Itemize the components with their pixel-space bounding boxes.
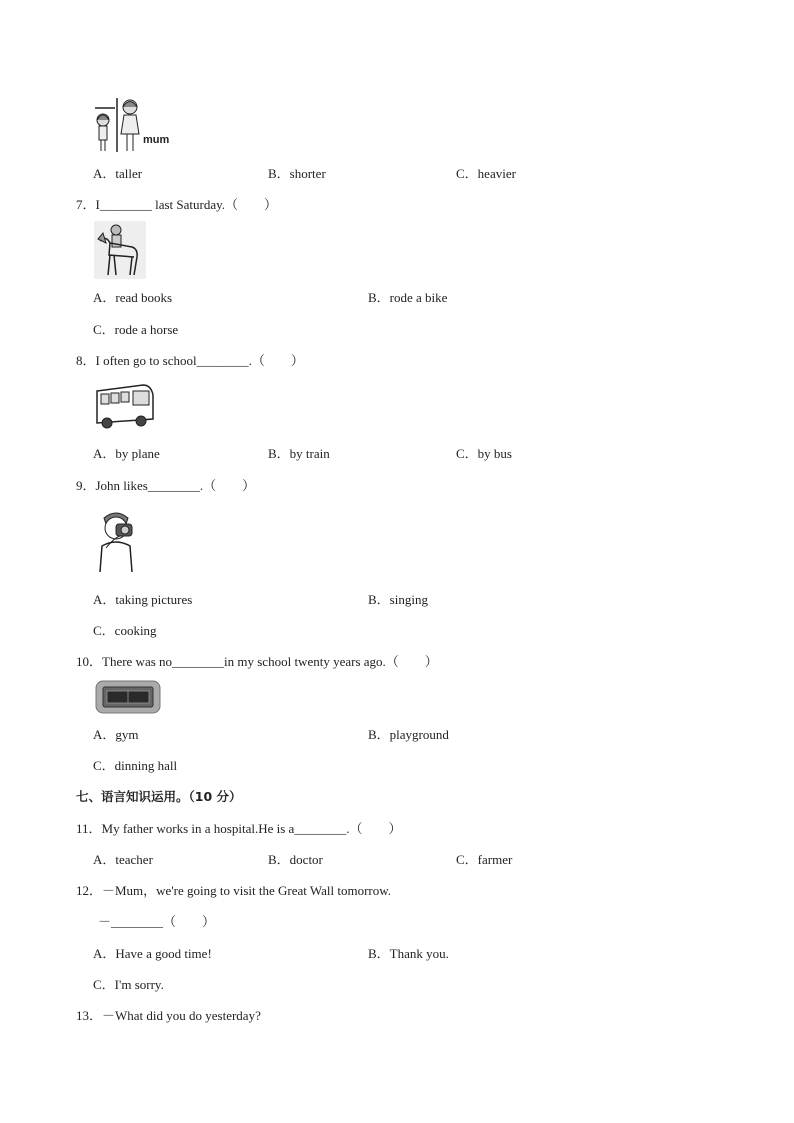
- q7-option-a[interactable]: A．read books: [93, 290, 173, 305]
- q11-option-b[interactable]: B．doctor: [268, 852, 323, 867]
- q8-stem: 8．I often go to school________.（ ）: [76, 353, 304, 368]
- boy-camera-picture: [92, 508, 142, 574]
- q8-option-c[interactable]: C．by bus: [456, 446, 512, 461]
- q12-stem-reply: －________（ ）: [98, 914, 216, 929]
- q11-stem: 11．My father works in a hospital.He is a________.（ ）: [76, 821, 402, 836]
- q7-option-c[interactable]: C．rode a horse: [93, 322, 179, 337]
- q7-option-b[interactable]: B．rode a bike: [368, 290, 448, 305]
- q10-option-c[interactable]: C．dinning hall: [93, 758, 178, 773]
- q9-option-b[interactable]: B．singing: [368, 592, 428, 607]
- q12-stem: 12．－Mum，we're going to visit the Great Wall tomorrow.: [76, 883, 392, 898]
- q9-option-c[interactable]: C．cooking: [93, 623, 157, 638]
- horse-rider-picture: [94, 221, 146, 279]
- q9-stem: 9．John likes________.（ ）: [76, 478, 256, 493]
- q9-option-a[interactable]: A．taking pictures: [93, 592, 193, 607]
- q12-option-b[interactable]: B．Thank you.: [368, 946, 449, 961]
- q12-option-c[interactable]: C．I'm sorry.: [93, 977, 164, 992]
- bus-picture: [93, 381, 155, 431]
- q10-option-a[interactable]: A．gym: [93, 727, 139, 742]
- q6-option-c[interactable]: C．heavier: [456, 166, 516, 181]
- q11-option-a[interactable]: A．teacher: [93, 852, 153, 867]
- section-7-title: 七、语言知识运用。（10 分）: [76, 789, 242, 804]
- q13-stem: 13．－What did you do yesterday?: [76, 1008, 261, 1023]
- q6-option-b[interactable]: B．shorter: [268, 166, 326, 181]
- gym-picture: [94, 679, 162, 715]
- q8-option-b[interactable]: B．by train: [268, 446, 330, 461]
- q10-stem: 10．There was no________in my school twenty years ago.（ ）: [76, 654, 438, 669]
- q6-option-a[interactable]: A．taller: [93, 166, 143, 181]
- mum-label: mum: [143, 134, 170, 146]
- q8-option-a[interactable]: A．by plane: [93, 446, 160, 461]
- q10-option-b[interactable]: B．playground: [368, 727, 449, 742]
- q12-option-a[interactable]: A．Have a good time!: [93, 946, 212, 961]
- q7-stem: 7．I________ last Saturday.（ ）: [76, 197, 277, 212]
- q11-option-c[interactable]: C．farmer: [456, 852, 513, 867]
